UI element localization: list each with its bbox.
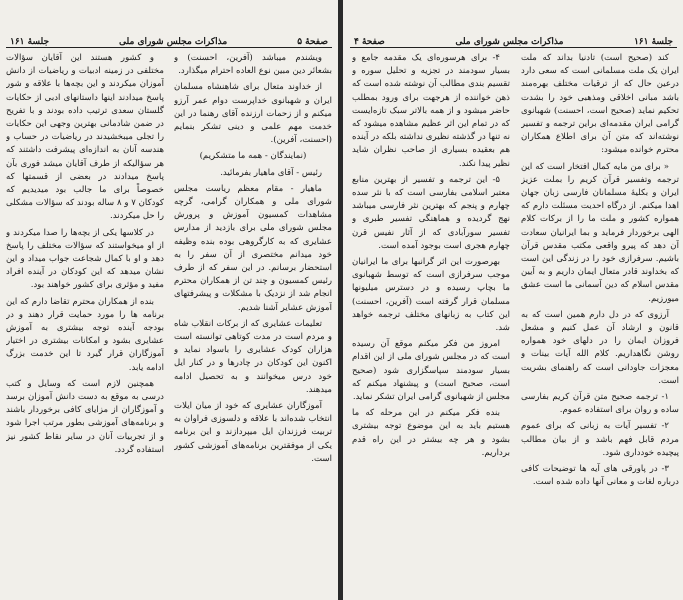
paragraph: در کلاسها یکی از بچه‌ها را صدا میکردند و از او میخواستند که سؤالات مختلف را پاسخ دهد و او با کمال شجاعت جواب میداد و این نشان میدهد که این کودکان در آینده افراد مفید و مؤثری برای کشور خواهند بود.	[6, 227, 164, 291]
text-column-left	[352, 52, 510, 596]
paragraph: ۴- برای هرسوره‌ای یک مقدمه جامع و بسیار سودمند در تجزیه و تحلیل سوره و تقسیم بندی مطالب آن نوشته شده است که ذهن خواننده از هرجهت برای ورود بمطلب حاضر میشود و از همه بالاتر سبک تازه‌ایست که در تمام این اثر عظیم مشاهده میشود که نه تنها در گذشته نظیری نداشته بلکه در آینده هم بعقیده بسیاری از صاحب نظران شاید نظیر پیدا نکند.	[352, 53, 510, 169]
text-column-right	[521, 52, 679, 596]
paragraph: بنده از همکاران محترم تقاضا دارم که این برنامه ها را مورد حمایت قرار دهند و در بودجه آینده توجه بیشتری به آموزش عشایری بشود و امکانات بیشتری در اختیار آموزگاران قرار گیرد تا این خدمت بزرگ ادامه یابد.	[6, 296, 164, 373]
right-page	[344, 0, 683, 600]
paragraph: بنده فکر میکنم در این مرحله که ما هستیم باید به این موضوع توجه بیشتری بشود و هر چه بیشتر در این راه قدم برداریم.	[352, 408, 510, 458]
book-spine-divider	[338, 0, 343, 600]
paragraph: تعلیمات عشایری که از برکات انقلاب شاه و مردم است در مدت کوتاهی توانسته است هزاران کودک عشایری را باسواد نماید و اکنون این کودکان در چادرها و در کنار ایل خود درس میخوانند و به تحصیل ادامه میدهند.	[174, 318, 332, 395]
paragraph: بهرصورت این اثر گرانبها برای ما ایرانیان موجب سرفرازی است که توسط شهبانوی ما بچاپ رسیده و در دسترس میلیونها مسلمان قرار گرفته است (آفرین، احسنت) این کتاب به زبانهای مختلف ترجمه خواهد شد.	[352, 257, 510, 334]
page-number: صفحهٔ ۵	[297, 37, 328, 47]
page-number: صفحهٔ ۴	[354, 37, 385, 47]
paragraph: کند (صحیح است) تادنیا بداند که ملت ایران یک ملت مسلمانی است که سعی دارد درعین حال که از ترقیات مختلف بهره‌مند باشد مبانی اخلاقی ومذهبی خود را بشدت تحکیم نماید (صحیح است، احسنت) شهبانوی گرامی ایران مقدمه‌ای براین ترجمه و تفسیر نوشته‌اند که متن آن برای اطلاع همکاران محترم خوانده میشود:	[521, 53, 679, 156]
left-page	[0, 0, 338, 600]
paragraph: ۲- تفسیر آیات به زبانی که برای عموم مردم قابل فهم باشد و از بیان مطالب پیچیده خودداری شود.	[521, 421, 679, 458]
session-number: جلسهٔ ۱۶۱	[10, 37, 50, 47]
text-column-left	[6, 52, 164, 596]
paragraph: رئیس - آقای ماهیار بفرمائید.	[220, 167, 322, 178]
paragraph: امروز من فکر میکنم موقع آن رسیده است که در مجلس شورای ملی از این اقدام بسیار سودمند سپاسگزاری شود (صحیح است، صحیح است) و پیشنهاد میکنم که مجلس از شهبانوی گرامی ایران تشکر نماید.	[352, 339, 510, 403]
paragraph: همچنین لازم است که وسایل و کتب درسی به موقع به دست دانش آموزان برسد و آموزگاران از مزایای کافی برخوردار باشند و برنامه‌های آموزشی بطور مرتب اجرا شود و از تجربیات آنان در سایر نقاط کشور نیز استفاده گردد.	[6, 378, 164, 455]
page-header	[350, 33, 677, 48]
paragraph: ۱- ترجمه صحیح متن قرآن کریم بفارسی ساده و روان برای استفاده عموم.	[521, 392, 679, 416]
paragraph: از خداوند متعال برای شاهنشاه مسلمان ایران و شهبانوی خداپرست دوام عمر آرزو میکنم و از زحمات ارزنده آقای رهنما در این خدمت مهم علمی و دینی تشکر بنمایم (احسنت، آفرین).	[174, 82, 332, 146]
running-title: مذاکرات مجلس شورای ملی	[119, 37, 228, 47]
paragraph: ۳- در پاورقی های آیه ها توضیحات کافی درباره لغات و معانی آنها داده شده است.	[521, 464, 679, 488]
session-number: جلسهٔ ۱۶۱	[633, 37, 673, 47]
paragraph: (نمایندگان - همه ما متشکریم)	[199, 151, 307, 162]
paragraph: آرزوی که در دل دارم همین است که به قانون و ارشاد آن عمل کنیم و مشعل فروزان ایمان را در دلهای خود همواره روشن نگاهداریم. کلام الله آیات بینات و معجزات جاودانی است که راهنمای بشریت است.	[521, 309, 679, 386]
paragraph: آموزگاران عشایری که خود از میان ایلات انتخاب شده‌اند با علاقه و دلسوزی فراوان به تربیت فرزندان ایل میپردازند و این برنامه یکی از موفقترین برنامه‌های آموزشی کشور است.	[174, 401, 332, 464]
running-title: مذاکرات مجلس شورای ملی	[455, 37, 564, 47]
paragraph: ۵- این ترجمه و تفسیر از بهترین منابع معتبر اسلامی بفارسی است که با نثر سده چهارم و پنجم که بهترین نثر فارسی میباشد نهج گردیده و هماهنگی تفسیر طبری و تفسیر سورآبادی که از آثار نفیس قرن چهارم هجری است بوجود آمده است.	[352, 174, 510, 251]
page-header	[6, 33, 332, 48]
paragraph: و کشور هستند این آقایان سؤالات مختلفی در زمینه ادبیات و ریاضیات از دانش آموزان میکردند و این بچه‌ها با علاقه و شور پاسخ میدادند اینها داستانهای ادبی از حکایات گلستان سعدی ترتیب داده بودند و با تفریح در ضمن شادمانی بهترین وجهی این حکایات را تجلی میبخشیدند در ریاضیات در حساب و هندسه آنان به اندازه‌ای پیشرفت داشتند که هر سؤالیکه از طرف آقایان میشد فوری بآن پاسخ میدادند در بعضی از قسمتها که خصوصاً برای ما جالب بود میدیدیم که کودکان ۷ و ۸ ساله بودند که سؤالات مشکلی را حل میکردند.	[6, 53, 164, 222]
paragraph: « برای من مایه کمال افتخار است که این ترجمه وتفسیر قرآن کریم را بملت عزیز ایران و بکلیهٔ مسلمانان فارسی زبان جهان اهدا میکنم. از درگاه احدیت مسئلت دارم که همواره کشور و ملت ما را از برکات کلام الهی برخوردار فرماید و بما ایرانیان سعادت آن دهد که پیرو واقعی مکتب مقدس قرآن باشیم. سرفرازی خود را در زندگی این است که بخداوند قادر متعال ایمان داریم و به آیین مقدس اسلام که دین آسمانی ما است عشق میورزیم.	[521, 161, 679, 304]
text-column-right	[174, 52, 332, 596]
paragraph: ویشندم میباشد (آفرین، احسنت) و بشعائر دین مبین نوع العاده احترام میگذارد.	[174, 53, 332, 77]
paragraph: ماهیار - مقام معظم ریاست مجلس شورای ملی و همکاران گرامی، گرچه مشاهدات کمسیون آموزش و پرورش مجلس شورای ملی برای بازدید از مدارس عشایری که به کارگروهی بوده بنده وظیفه خود میدانم مختصری از آن سفر را به استحضار برسانم. در این سفر که از طرف رئیس کمسیون و چند تن از همکاران محترم انجام شد از نزدیک با مشکلات و پیشرفتهای آموزش عشایر آشنا شدیم.	[174, 183, 332, 313]
